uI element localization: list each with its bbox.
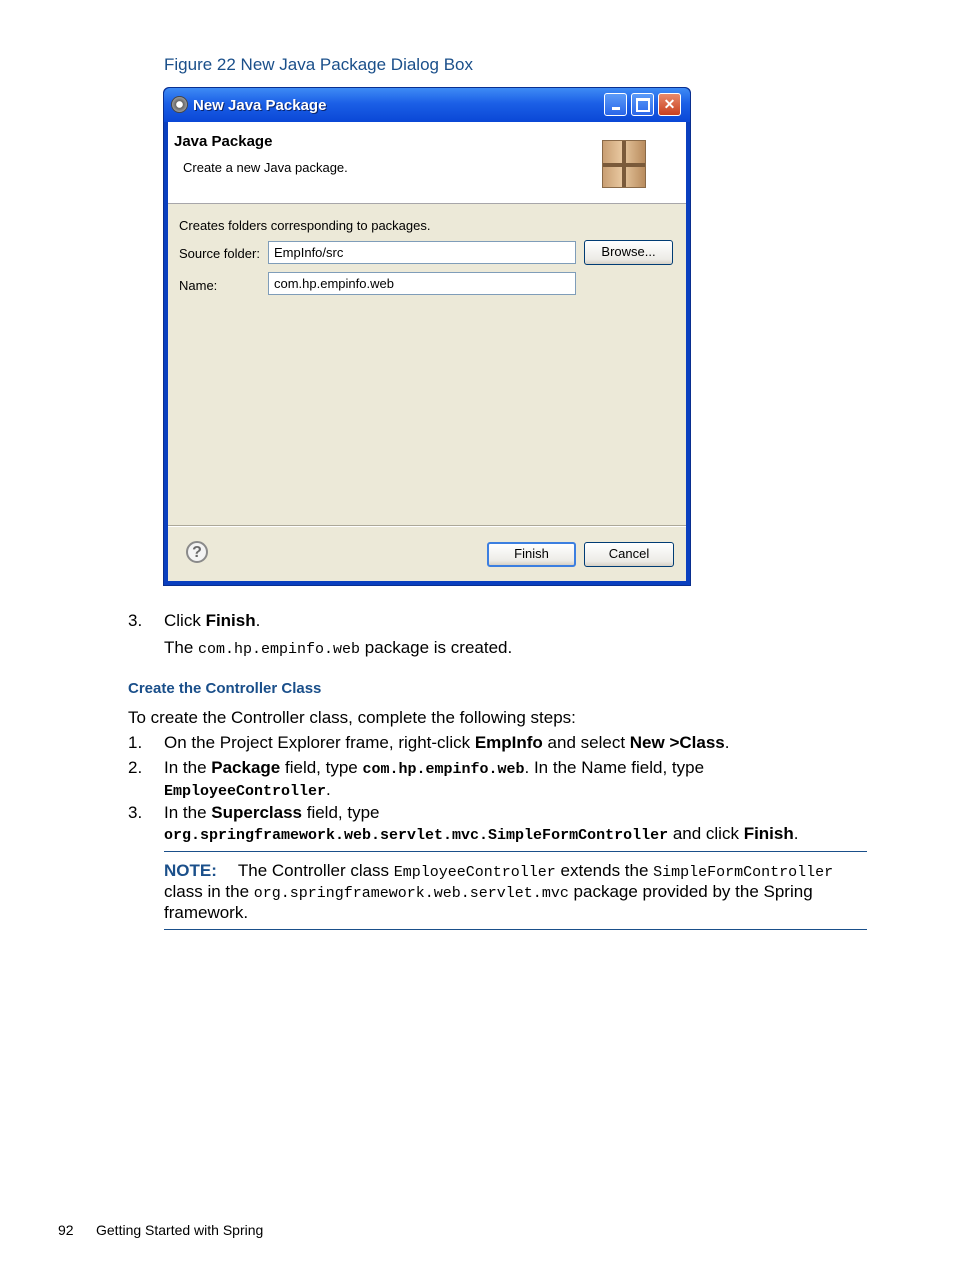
step-3-text-line2 xyxy=(164,824,798,844)
step-text-end: . xyxy=(255,611,261,630)
superclass-code: org.springframework.web.servlet.mvc.SimpleFormController xyxy=(164,827,669,844)
cancel-button[interactable]: Cancel xyxy=(584,542,674,567)
name-input[interactable] xyxy=(268,272,576,295)
note-top-rule xyxy=(164,851,867,852)
result-prefix: The xyxy=(164,638,199,657)
finish-button[interactable]: Finish xyxy=(487,542,576,567)
step-number: 3. xyxy=(128,611,143,630)
result-text xyxy=(164,638,512,658)
finish-emphasis: Finish xyxy=(205,611,256,630)
text-part: On the Project Explorer frame, right-click xyxy=(164,733,475,752)
maximize-button[interactable] xyxy=(631,93,654,116)
name-label: Name: xyxy=(179,278,218,293)
text-part: class in the xyxy=(164,882,254,901)
note-line-1 xyxy=(164,861,833,881)
eclipse-icon xyxy=(171,96,188,113)
step-number: 3. xyxy=(128,803,143,822)
formcontroller-code: SimpleFormController xyxy=(653,864,834,881)
note-line-3: framework. xyxy=(164,903,249,922)
step-2-text xyxy=(164,758,704,778)
dialog-banner xyxy=(168,122,686,204)
step-2-text-line2 xyxy=(164,780,331,800)
minimize-button[interactable] xyxy=(604,93,627,116)
text-part: . xyxy=(724,733,730,752)
info-text: Creates folders corresponding to packages. xyxy=(179,218,431,233)
class-name-code: EmployeeController xyxy=(164,783,327,800)
figure-caption: Figure 22 New Java Package Dialog Box xyxy=(164,55,473,74)
minimize-icon xyxy=(612,107,620,110)
intro-text: To create the Controller class, complete the following steps: xyxy=(128,708,576,727)
note-line-2 xyxy=(164,882,813,902)
result-code: com.hp.empinfo.web xyxy=(198,641,361,658)
text-part: In the xyxy=(164,803,212,822)
empinfo-emphasis: EmpInfo xyxy=(474,733,543,752)
section-heading: Create the Controller Class xyxy=(128,680,322,697)
banner-description: Create a new Java package. xyxy=(183,160,348,175)
source-folder-input[interactable] xyxy=(268,241,576,264)
text-part: . xyxy=(793,824,799,843)
text-part: and select xyxy=(542,733,630,752)
text-part: field, type xyxy=(302,803,380,822)
page-number: 92 xyxy=(58,1222,74,1238)
package-icon xyxy=(602,140,646,188)
text-part: . In the Name field, type xyxy=(524,758,705,777)
text-part: . xyxy=(326,780,331,799)
close-button[interactable] xyxy=(658,93,681,116)
result-suffix: package is created. xyxy=(360,638,513,657)
text-part: In the xyxy=(164,758,212,777)
help-icon[interactable]: ? xyxy=(186,541,208,563)
dialog-title: New Java Package xyxy=(193,97,327,114)
new-class-emphasis: New >Class xyxy=(629,733,725,752)
step-number: 1. xyxy=(128,733,143,752)
controller-code: EmployeeController xyxy=(393,864,556,881)
step-1-text xyxy=(164,733,730,753)
dialog-body xyxy=(168,122,686,581)
maximize-icon xyxy=(636,98,650,112)
note-bottom-rule xyxy=(164,929,867,930)
step-text xyxy=(164,611,260,631)
mvc-package-code: org.springframework.web.servlet.mvc xyxy=(253,885,569,902)
text-part: and click xyxy=(668,824,744,843)
text-part: package provided by the Spring xyxy=(568,882,813,901)
package-code: com.hp.empinfo.web xyxy=(362,761,525,778)
browse-button[interactable]: Browse... xyxy=(584,240,673,265)
text-part: extends the xyxy=(555,861,654,880)
step-text-part: Click xyxy=(164,611,206,630)
dialog-titlebar[interactable] xyxy=(164,88,690,122)
close-icon: ✕ xyxy=(663,96,676,112)
superclass-emphasis: Superclass xyxy=(211,803,302,822)
button-bar-separator xyxy=(168,525,686,527)
step-number: 2. xyxy=(128,758,143,777)
step-3-text xyxy=(164,803,380,823)
text-part: field, type xyxy=(280,758,363,777)
source-folder-label: Source folder: xyxy=(179,246,260,261)
new-java-package-dialog xyxy=(163,87,691,586)
footer-text: Getting Started with Spring xyxy=(96,1222,264,1238)
package-emphasis: Package xyxy=(211,758,281,777)
banner-heading: Java Package xyxy=(174,133,273,150)
note-label: NOTE: xyxy=(164,861,217,880)
finish-emphasis: Finish xyxy=(743,824,794,843)
text-part: The Controller class xyxy=(237,861,394,880)
